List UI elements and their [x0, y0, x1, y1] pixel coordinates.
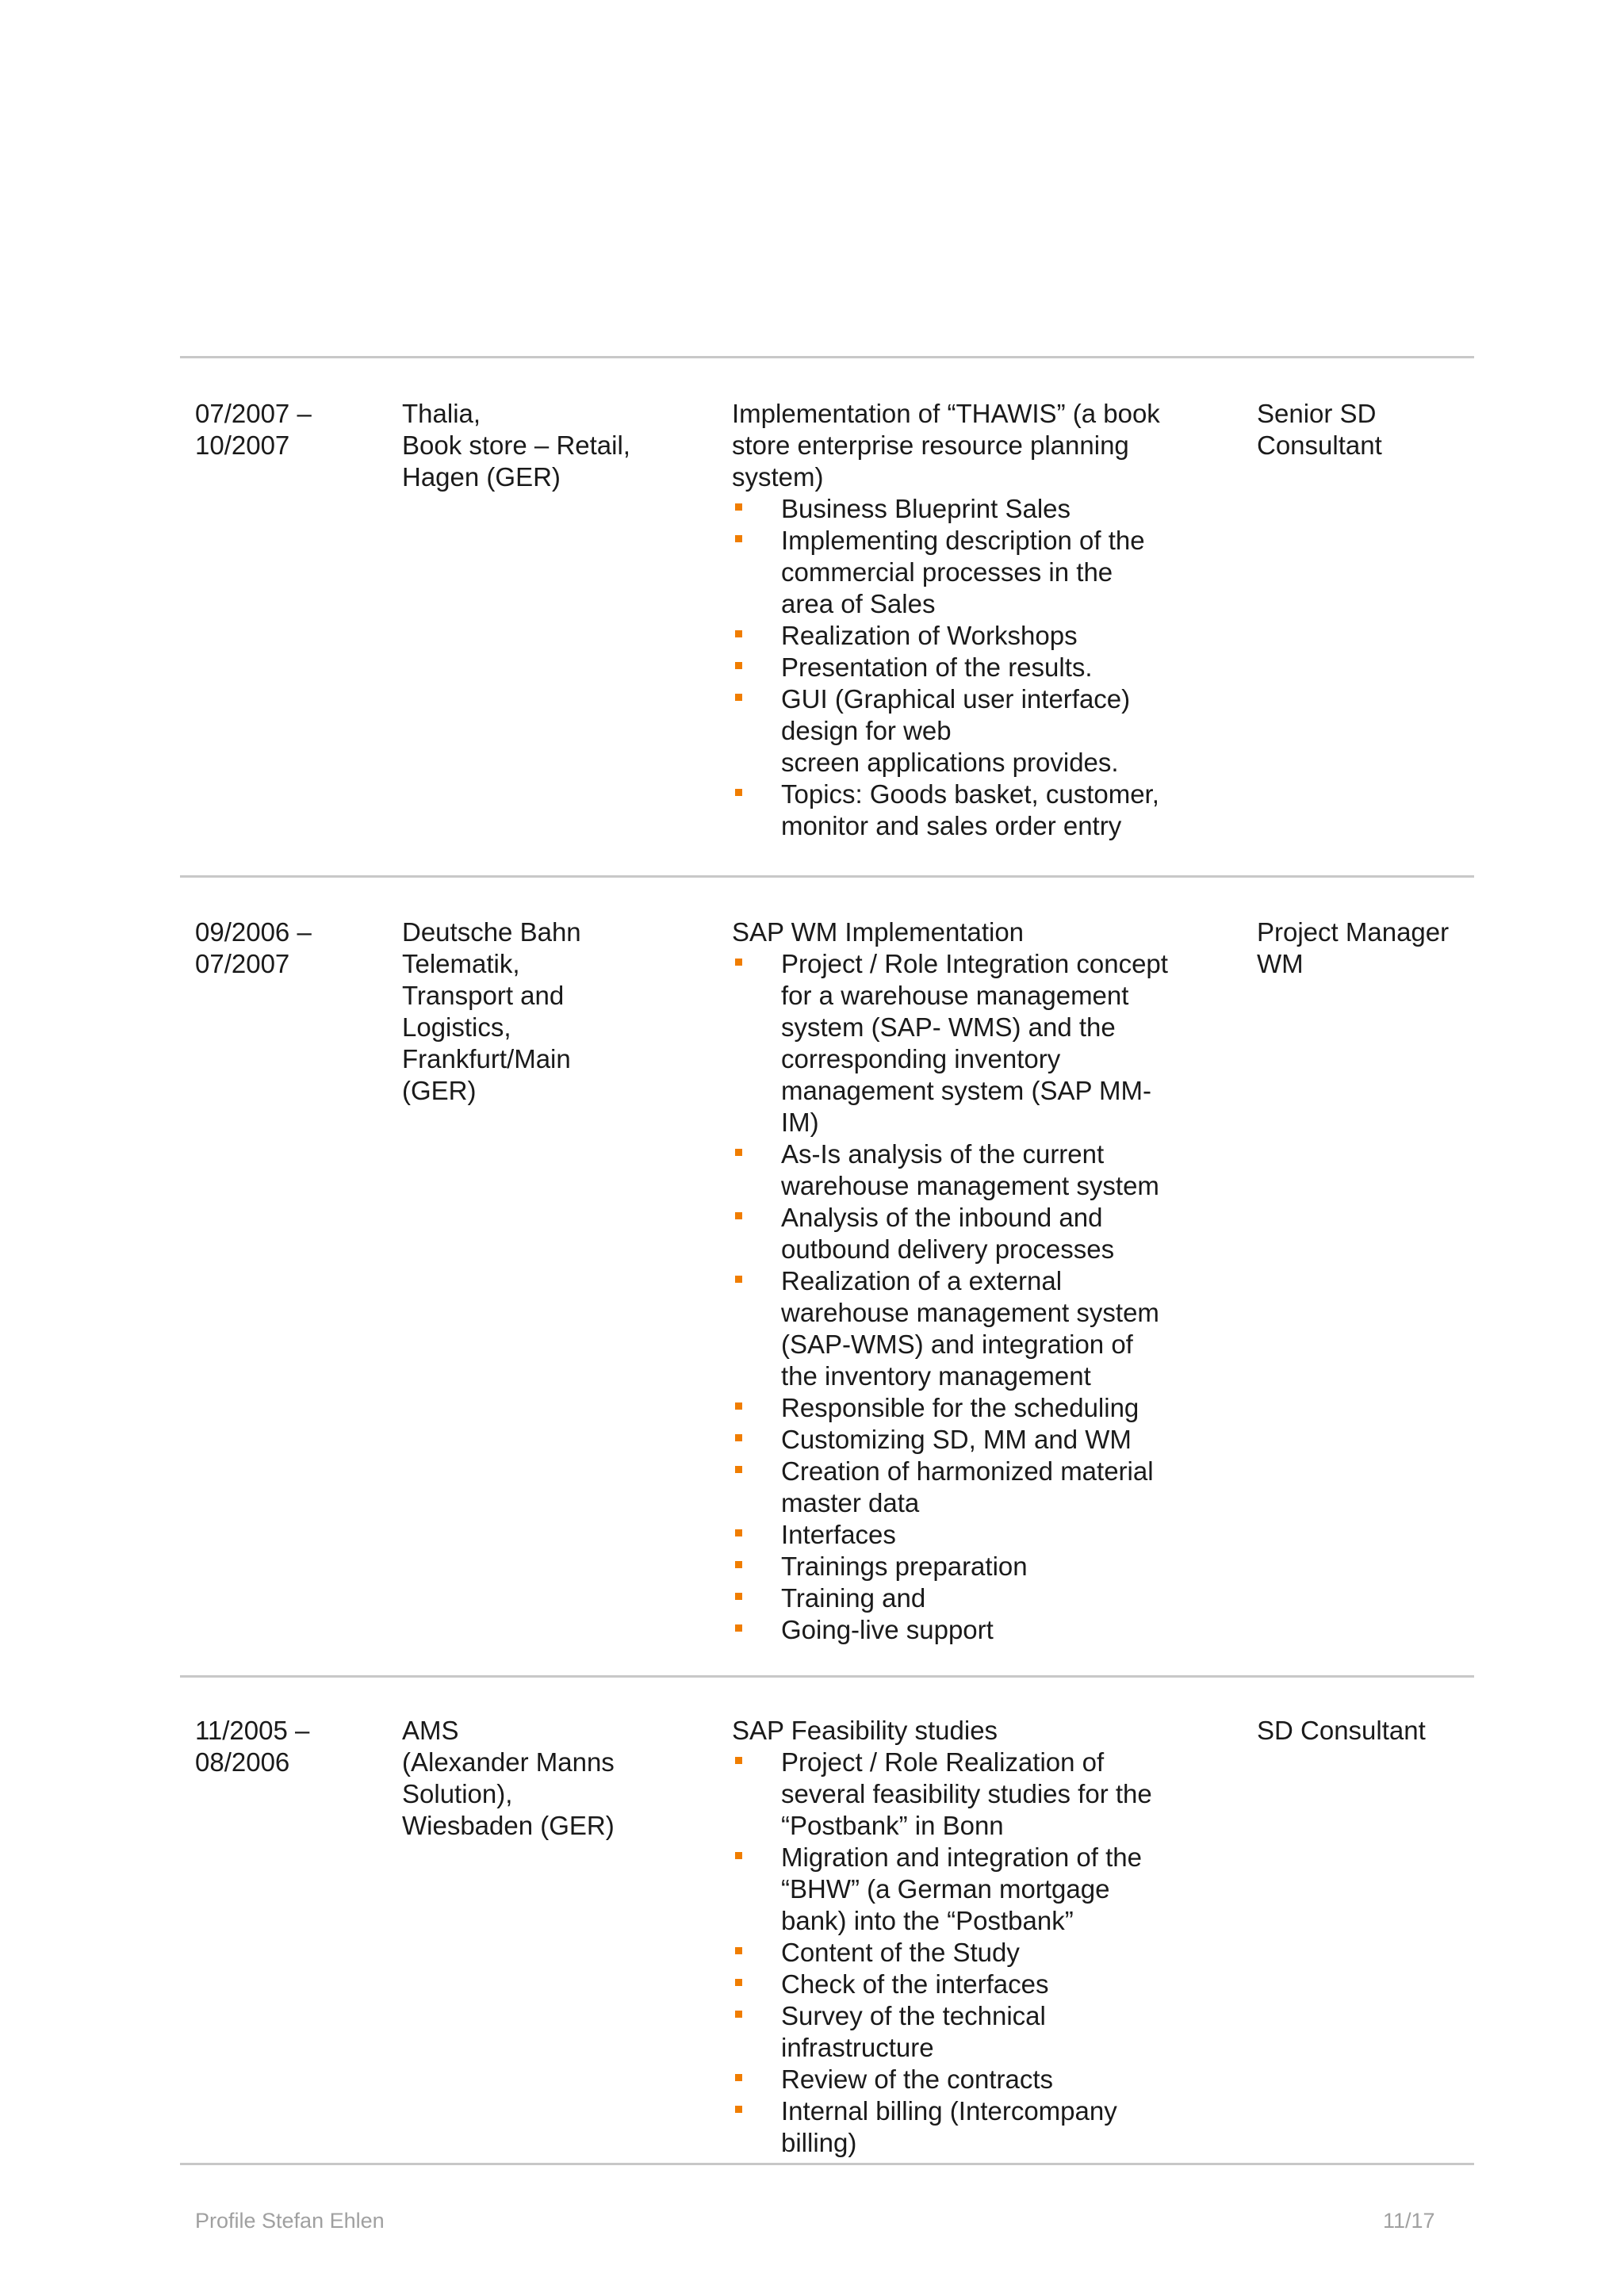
task-list-item: [732, 2000, 1208, 2064]
square-bullet-icon: [735, 789, 742, 796]
task-list-item: [732, 683, 1208, 779]
square-bullet-icon: [735, 503, 742, 511]
role-column: [1257, 1715, 1471, 1747]
task-line: Business Blueprint Sales: [781, 494, 1071, 523]
client-line: Thalia,: [402, 399, 481, 428]
period-column: [195, 916, 377, 980]
task-list: [732, 1747, 1208, 2159]
client-line: Deutsche Bahn: [402, 917, 581, 947]
task-line: Presentation of the results.: [781, 652, 1093, 682]
client-line: Hagen (GER): [402, 462, 561, 492]
description-column: [732, 916, 1208, 1646]
task-line: screen applications provides.: [781, 748, 1119, 777]
square-bullet-icon: [735, 1593, 742, 1600]
task-line: for a warehouse management: [781, 981, 1129, 1010]
project-title-line: store enterprise resource planning: [732, 430, 1129, 460]
task-list-item: [732, 493, 1208, 525]
square-bullet-icon: [735, 1276, 742, 1283]
task-line: warehouse management system: [781, 1298, 1159, 1327]
task-list-item: [732, 1424, 1208, 1456]
task-list-item: [732, 2095, 1208, 2159]
square-bullet-icon: [735, 1149, 742, 1156]
task-line: Migration and integration of the: [781, 1843, 1142, 1872]
task-list-item: [732, 1456, 1208, 1519]
task-line: IM): [781, 1108, 819, 1137]
task-list-item: [732, 948, 1208, 1138]
period-column: [195, 1715, 377, 1778]
square-bullet-icon: [735, 1852, 742, 1859]
client-line: Logistics,: [402, 1012, 511, 1042]
task-line: commercial processes in the: [781, 557, 1113, 587]
task-line: corresponding inventory: [781, 1044, 1061, 1073]
task-list-item: [732, 1937, 1208, 1969]
square-bullet-icon: [735, 1212, 742, 1219]
client-line: Frankfurt/Main: [402, 1044, 571, 1073]
square-bullet-icon: [735, 1529, 742, 1536]
square-bullet-icon: [735, 1434, 742, 1441]
square-bullet-icon: [735, 1561, 742, 1568]
square-bullet-icon: [735, 2074, 742, 2081]
task-line: billing): [781, 2128, 857, 2157]
client-line: Telematik,: [402, 949, 520, 978]
task-list: [732, 948, 1208, 1646]
square-bullet-icon: [735, 2011, 742, 2018]
task-line: outbound delivery processes: [781, 1234, 1115, 1264]
task-list-item: [732, 1138, 1208, 1202]
project-title: [732, 916, 1208, 948]
square-bullet-icon: [735, 630, 742, 637]
task-line: system (SAP- WMS) and the: [781, 1012, 1116, 1042]
task-line: “BHW” (a German mortgage: [781, 1874, 1110, 1904]
task-line: Internal billing (Intercompany: [781, 2096, 1117, 2126]
task-line: the inventory management: [781, 1361, 1091, 1391]
period-line: 10/2007: [195, 430, 290, 460]
task-line: Analysis of the inbound and: [781, 1203, 1103, 1232]
description-column: [732, 1715, 1208, 2159]
task-line: Going-live support: [781, 1615, 994, 1644]
client-line: Solution),: [402, 1779, 513, 1808]
task-line: design for web: [781, 716, 952, 745]
period-line: 07/2007: [195, 949, 290, 978]
divider-top: [180, 356, 1474, 358]
task-line: Project / Role Realization of: [781, 1747, 1105, 1777]
task-list-item: [732, 1392, 1208, 1424]
divider-bottom: [180, 2163, 1474, 2165]
task-list-item: [732, 779, 1208, 842]
project-title-line: SAP WM Implementation: [732, 917, 1025, 947]
role-column: [1257, 398, 1471, 461]
project-title-line: SAP Feasibility studies: [732, 1716, 998, 1745]
task-line: Responsible for the scheduling: [781, 1393, 1139, 1422]
task-line: Realization of a external: [781, 1266, 1063, 1295]
task-line: Check of the interfaces: [781, 1969, 1049, 1999]
task-line: Realization of Workshops: [781, 621, 1078, 650]
task-list-item: [732, 2064, 1208, 2095]
task-line: Creation of harmonized material: [781, 1456, 1154, 1486]
task-list-item: [732, 1969, 1208, 2000]
project-title-line: system): [732, 462, 824, 492]
task-line: master data: [781, 1488, 920, 1517]
client-line: Wiesbaden (GER): [402, 1811, 615, 1840]
task-list-item: [732, 1614, 1208, 1646]
task-line: “Postbank” in Bonn: [781, 1811, 1004, 1840]
task-line: Topics: Goods basket, customer,: [781, 779, 1159, 809]
role-line: WM: [1257, 949, 1304, 978]
square-bullet-icon: [735, 694, 742, 701]
task-list-item: [732, 1842, 1208, 1937]
task-list-item: [732, 1265, 1208, 1392]
period-line: 11/2005 –: [195, 1716, 310, 1745]
period-line: 09/2006 –: [195, 917, 312, 947]
client-line: AMS: [402, 1716, 459, 1745]
task-line: Content of the Study: [781, 1938, 1020, 1967]
task-line: infrastructure: [781, 2033, 934, 2062]
task-line: As-Is analysis of the current: [781, 1139, 1105, 1169]
client-line: Transport and: [402, 981, 565, 1010]
role-line: Project Manager: [1257, 917, 1450, 947]
client-column: [402, 916, 703, 1107]
square-bullet-icon: [735, 1947, 742, 1954]
period-line: 08/2006: [195, 1747, 290, 1777]
project-title: [732, 398, 1208, 493]
task-list-item: [732, 1551, 1208, 1582]
client-line: (Alexander Manns: [402, 1747, 615, 1777]
task-list: [732, 493, 1208, 842]
footer-page-number: 11/17: [1383, 2209, 1435, 2233]
square-bullet-icon: [735, 662, 742, 669]
project-title-line: Implementation of “THAWIS” (a book: [732, 399, 1160, 428]
task-line: bank) into the “Postbank”: [781, 1906, 1074, 1935]
task-line: Training and: [781, 1583, 926, 1613]
task-list-item: [732, 1582, 1208, 1614]
square-bullet-icon: [735, 1757, 742, 1764]
project-title: [732, 1715, 1208, 1747]
task-line: area of Sales: [781, 589, 936, 618]
role-column: [1257, 916, 1471, 980]
task-list-item: [732, 1747, 1208, 1842]
role-line: Consultant: [1257, 430, 1382, 460]
task-line: Trainings preparation: [781, 1552, 1028, 1581]
client-column: [402, 1715, 703, 1842]
task-list-item: [732, 652, 1208, 683]
square-bullet-icon: [735, 2106, 742, 2113]
task-line: Customizing SD, MM and WM: [781, 1425, 1132, 1454]
role-line: SD Consultant: [1257, 1716, 1426, 1745]
square-bullet-icon: [735, 535, 742, 542]
square-bullet-icon: [735, 1402, 742, 1410]
square-bullet-icon: [735, 1466, 742, 1473]
period-column: [195, 398, 377, 461]
task-list-item: [732, 525, 1208, 620]
task-line: Survey of the technical: [781, 2001, 1046, 2030]
divider-1: [180, 875, 1474, 878]
square-bullet-icon: [735, 1624, 742, 1632]
task-list-item: [732, 1519, 1208, 1551]
client-line: Book store – Retail,: [402, 430, 630, 460]
task-list-item: [732, 620, 1208, 652]
task-line: Interfaces: [781, 1520, 896, 1549]
square-bullet-icon: [735, 1979, 742, 1986]
client-line: (GER): [402, 1076, 477, 1105]
footer-profile-name: Profile Stefan Ehlen: [195, 2209, 385, 2233]
task-line: Project / Role Integration concept: [781, 949, 1168, 978]
task-line: GUI (Graphical user interface): [781, 684, 1131, 714]
divider-2: [180, 1675, 1474, 1678]
client-column: [402, 398, 703, 493]
task-line: Implementing description of the: [781, 526, 1145, 555]
task-line: several feasibility studies for the: [781, 1779, 1152, 1808]
task-line: (SAP-WMS) and integration of: [781, 1330, 1133, 1359]
task-line: management system (SAP MM-: [781, 1076, 1152, 1105]
task-line: Review of the contracts: [781, 2064, 1053, 2094]
task-line: monitor and sales order entry: [781, 811, 1122, 840]
task-line: warehouse management system: [781, 1171, 1159, 1200]
role-line: Senior SD: [1257, 399, 1377, 428]
task-list-item: [732, 1202, 1208, 1265]
period-line: 07/2007 –: [195, 399, 312, 428]
description-column: [732, 398, 1208, 842]
square-bullet-icon: [735, 959, 742, 966]
